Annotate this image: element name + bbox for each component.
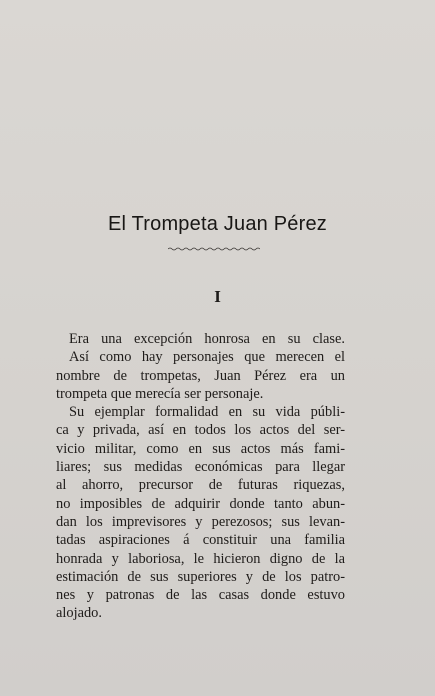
- text-line: estimación de sus superiores y de los patro-: [56, 568, 345, 585]
- text-line: tadas aspiraciones á constituir una familia: [56, 532, 345, 549]
- body-text: [56, 330, 345, 623]
- text-line: trompeta que merecía ser personaje.: [56, 385, 264, 402]
- text-line: ca y privada, así en todos los actos del ser-: [56, 422, 345, 439]
- text-line: Así como hay personajes que merecen el: [69, 349, 345, 366]
- text-line: no imposibles de adquirir donde tanto abun-: [56, 495, 345, 512]
- text-line: alojado.: [56, 605, 102, 622]
- title-ornament: [168, 246, 260, 252]
- chapter-number: I: [214, 287, 221, 306]
- text-line: al ahorro, precursor de futuras riquezas,: [56, 477, 345, 494]
- text-line: Era una excepción honrosa en su clase.: [69, 331, 345, 347]
- story-title: El Trompeta Juan Pérez: [108, 213, 327, 235]
- text-line: nombre de trompetas, Juan Pérez era un: [56, 367, 345, 384]
- text-line: Su ejemplar formalidad en su vida públi-: [69, 404, 345, 421]
- text-line: dan los imprevisores y perezosos; sus levan-: [56, 513, 345, 530]
- text-line: vicio militar, como en sus actos más fami-: [56, 440, 345, 457]
- text-line: liares; sus medidas económicas para llegar: [56, 459, 345, 476]
- text-line: honrada y laboriosa, le hicieron digno de la: [56, 550, 345, 567]
- text-line: nes y patronas de las casas donde estuvo: [56, 587, 345, 604]
